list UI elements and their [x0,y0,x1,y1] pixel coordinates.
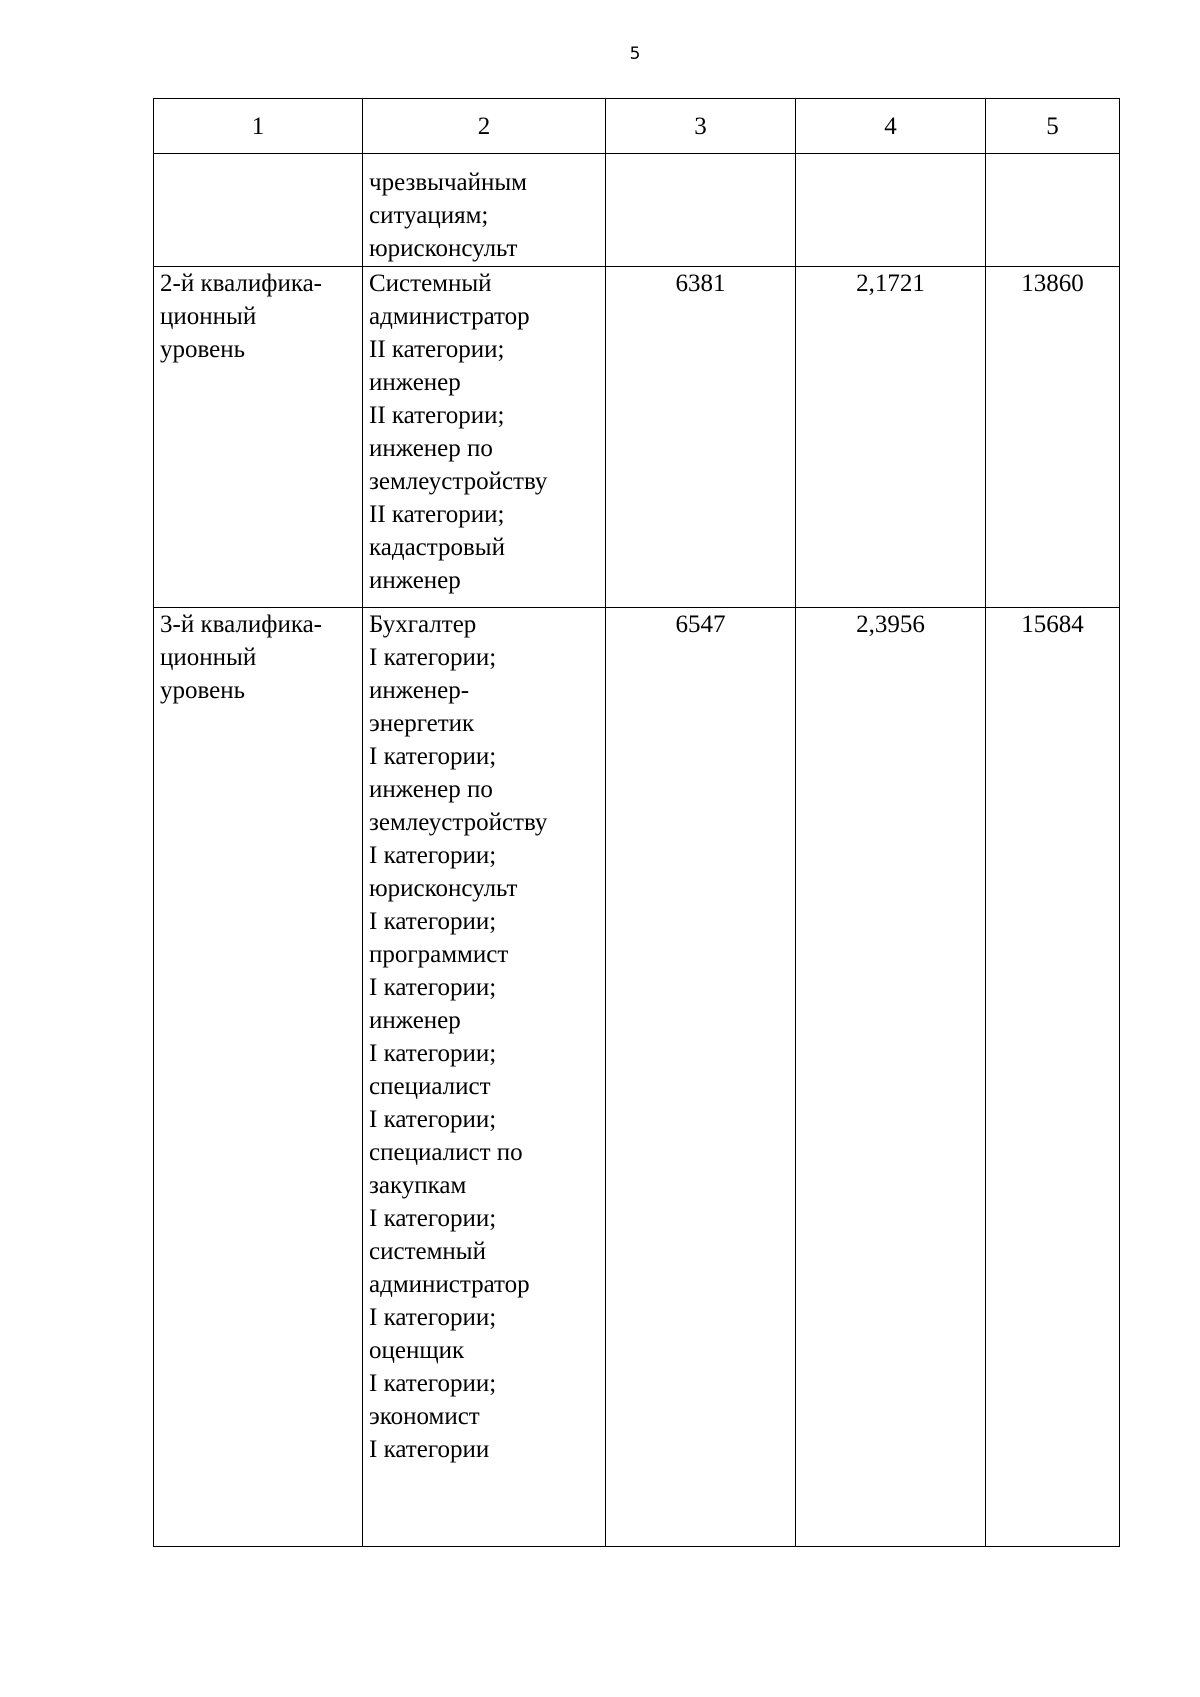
position-line: экономист [369,1403,480,1430]
position-line: I категории; [369,1106,497,1133]
position-line: Системный [369,270,492,297]
table-row [154,154,1120,267]
level-line: ционный [160,303,257,330]
position-line: системный [369,1238,486,1265]
position-line: II категории; [369,501,505,528]
level-line: уровень [160,677,246,704]
position-line: кадастровый [369,534,505,561]
table-header-row [154,99,1120,154]
coefficient-cell: 2,3956 [796,608,986,1547]
position-line: чрезвычайным [369,169,527,196]
position-line: специалист [369,1073,491,1100]
position-line: оценщик [369,1337,465,1364]
positions-cell [363,154,606,267]
position-line: энергетик [369,710,475,737]
position-line: инженер по [369,776,493,803]
header-col-2: 2 [363,99,606,154]
level-cell [154,267,363,608]
position-line: инженер по [369,435,493,462]
position-line: I категории; [369,974,497,1001]
salary-cell: 13860 [986,267,1120,608]
position-line: инженер [369,567,461,594]
position-line: I категории; [369,1304,497,1331]
position-line: администратор [369,303,530,330]
position-line: закупкам [369,1172,467,1199]
position-line: I категории; [369,1205,497,1232]
position-line: I категории; [369,1040,497,1067]
position-line: инженер [369,369,461,396]
positions-cell [363,267,606,608]
position-line: I категории; [369,908,497,935]
position-line: I категории; [369,1370,497,1397]
position-line: II категории; [369,336,505,363]
position-line: II категории; [369,402,505,429]
header-col-1: 1 [154,99,363,154]
salary-table [153,98,1120,1547]
base-salary-cell: 6381 [606,267,796,608]
level-cell [154,154,363,267]
position-line: землеустройству [369,809,548,836]
position-line: Бухгалтер [369,611,477,638]
position-line: I категории; [369,842,497,869]
coefficient-cell: 2,1721 [796,267,986,608]
level-line: 2-й квалифика- [160,270,323,297]
level-line: ционный [160,644,257,671]
level-cell [154,608,363,1547]
page-number: 5 [629,44,641,64]
position-line: I категории [369,1436,490,1463]
position-line: администратор [369,1271,530,1298]
position-line: I категории; [369,644,497,671]
header-col-4: 4 [796,99,986,154]
base-salary-cell: 6547 [606,608,796,1547]
position-line: инженер- [369,677,470,704]
header-col-5: 5 [986,99,1120,154]
table-row [154,608,1120,1547]
positions-cell [363,608,606,1547]
salary-cell [986,154,1120,267]
position-line: специалист по [369,1139,523,1166]
position-line: юрисконсульт [369,875,518,902]
salary-cell: 15684 [986,608,1120,1547]
level-line: уровень [160,336,246,363]
table-row [154,267,1120,608]
position-line: ситуациям; [369,202,489,229]
header-col-3: 3 [606,99,796,154]
position-line: инженер [369,1007,461,1034]
position-line: землеустройству [369,468,548,495]
level-line: 3-й квалифика- [160,611,323,638]
base-salary-cell [606,154,796,267]
coefficient-cell [796,154,986,267]
position-line: программист [369,941,509,968]
position-line: I категории; [369,743,497,770]
position-line: юрисконсульт [369,235,518,262]
